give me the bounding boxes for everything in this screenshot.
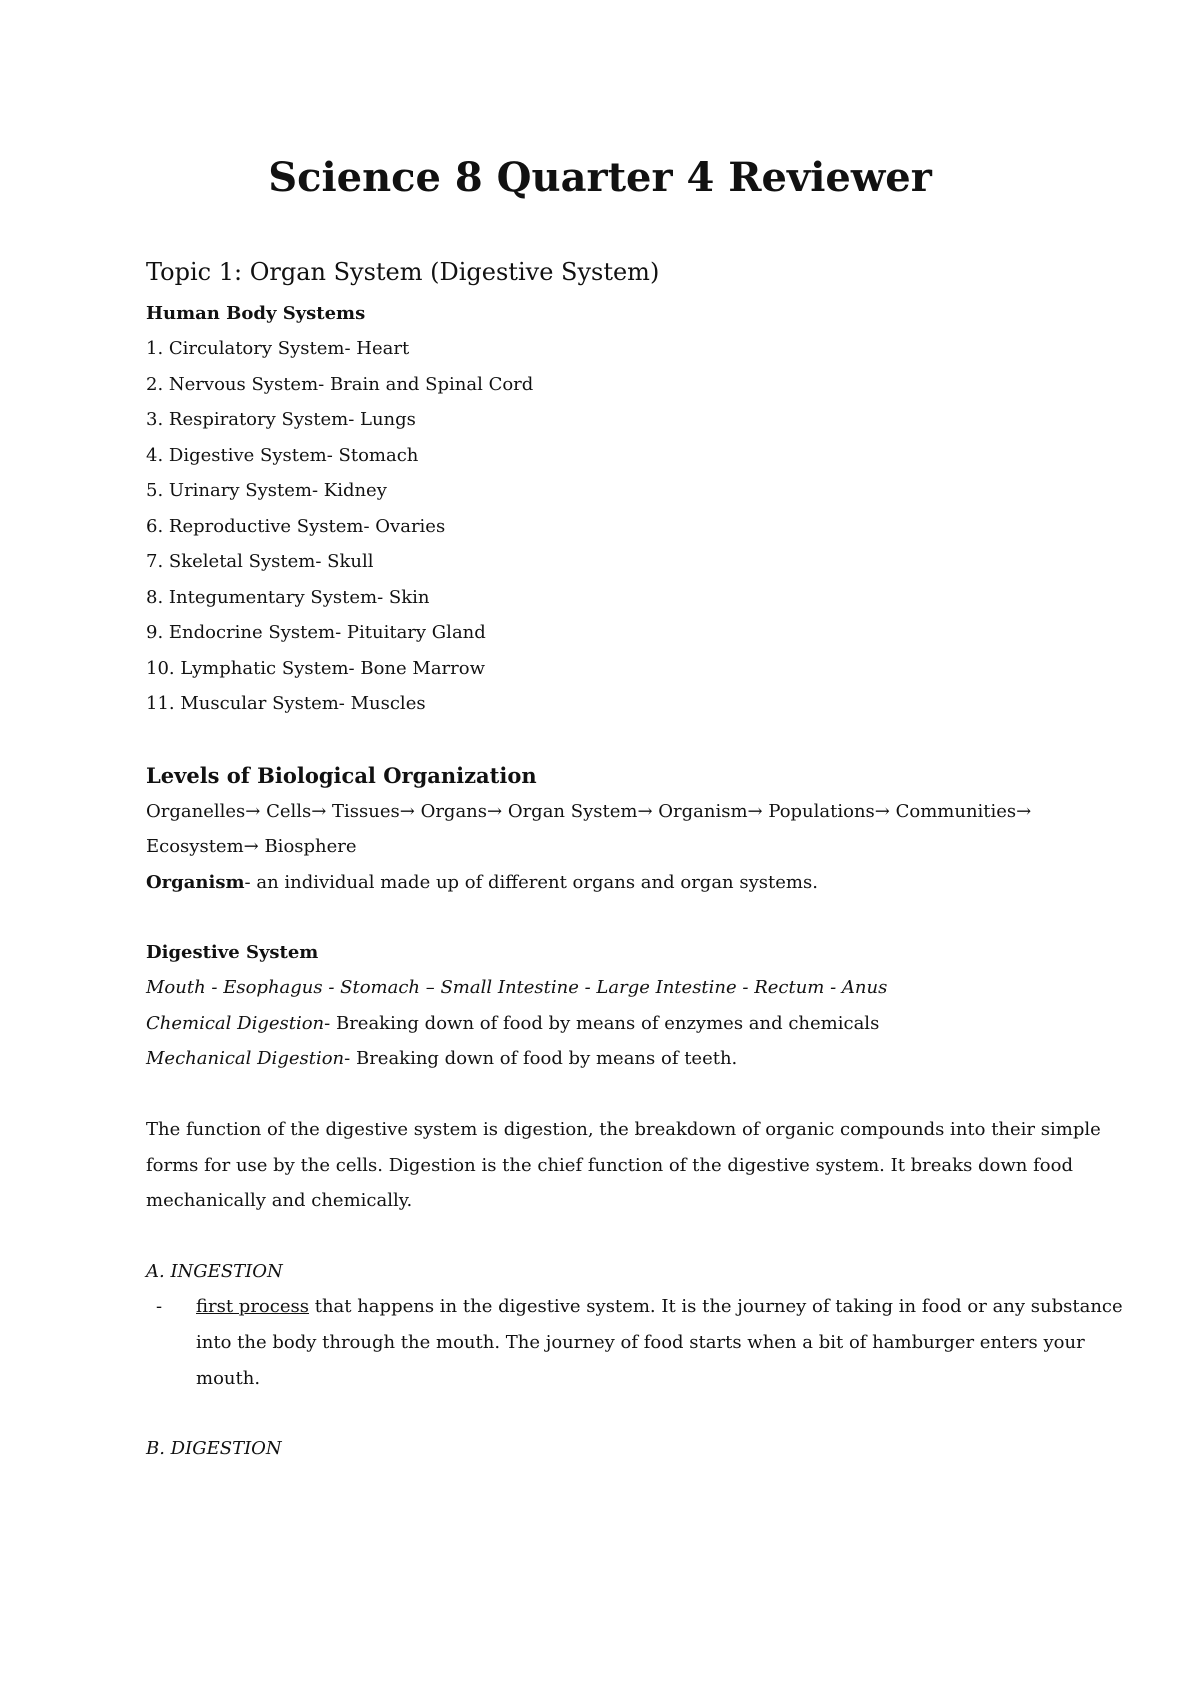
list-item: 10. Lymphatic System- Bone Marrow bbox=[146, 657, 486, 679]
mechanical-digestion-definition bbox=[146, 1041, 1136, 1077]
chemical-digestion-term: Chemical Digestion bbox=[146, 1012, 325, 1034]
human-body-systems-heading: Human Body Systems bbox=[146, 303, 366, 324]
ingestion-heading: A. INGESTION bbox=[146, 1260, 283, 1282]
ingestion-bullet bbox=[146, 1289, 1136, 1396]
list-item: 2. Nervous System- Brain and Spinal Cord bbox=[146, 373, 534, 395]
chemical-digestion-text: - Breaking down of food by means of enzymes and chemicals bbox=[324, 1012, 880, 1034]
levels-heading: Levels of Biological Organization bbox=[146, 762, 537, 788]
topic-heading: Topic 1: Organ System (Digestive System) bbox=[146, 258, 660, 286]
mechanical-digestion-term: Mechanical Digestion bbox=[146, 1048, 345, 1070]
list-item: 3. Respiratory System- Lungs bbox=[146, 409, 416, 430]
digestion-heading: B. DIGESTION bbox=[146, 1438, 282, 1460]
digestive-pathway: Mouth - Esophagus - Stomach – Small Intestine - Large Intestine - Rectum - Anus bbox=[146, 977, 888, 999]
list-item: 7. Skeletal System- Skull bbox=[146, 551, 374, 572]
organism-definition bbox=[146, 865, 1136, 901]
spacer bbox=[146, 1396, 1136, 1431]
document-title: Science 8 Quarter 4 Reviewer bbox=[268, 154, 932, 201]
document-body bbox=[146, 254, 1136, 1467]
organism-def-text: - an individual made up of different organs and organ systems. bbox=[244, 871, 818, 893]
ingestion-text bbox=[196, 1289, 1136, 1396]
spacer bbox=[146, 1219, 1136, 1254]
digestive-system-heading: Digestive System bbox=[146, 942, 319, 964]
organism-term: Organism bbox=[146, 871, 245, 893]
chemical-digestion-definition bbox=[146, 1006, 1136, 1042]
list-item: 4. Digestive System- Stomach bbox=[146, 444, 419, 466]
bullet-mark: - bbox=[156, 1296, 163, 1318]
levels-sequence: Organelles→ Cells→ Tissues→ Organs→ Organ System→ Organism→ Populations→ Communities→ Ecosystem→ Biosphere bbox=[146, 800, 1032, 858]
list-item: 11. Muscular System- Muscles bbox=[146, 693, 426, 714]
first-process-term: first process bbox=[196, 1296, 309, 1318]
spacer bbox=[146, 1077, 1136, 1112]
list-item: 1. Circulatory System- Heart bbox=[146, 338, 410, 359]
list-item: 5. Urinary System- Kidney bbox=[146, 480, 387, 501]
list-item: 6. Reproductive System- Ovaries bbox=[146, 515, 446, 537]
body-systems-list bbox=[146, 331, 1136, 722]
digestive-function-paragraph: The function of the digestive system is digestion, the breakdown of organic compounds into their simple forms for use by the cells. Digestion is the chief function of the digestive system. It breaks down food mechanically and chemically. bbox=[146, 1119, 1101, 1212]
list-item: 8. Integumentary System- Skin bbox=[146, 586, 430, 608]
spacer bbox=[146, 900, 1136, 935]
spacer bbox=[146, 722, 1136, 758]
list-item: 9. Endocrine System- Pituitary Gland bbox=[146, 622, 486, 643]
mechanical-digestion-text: - Breaking down of food by means of teeth. bbox=[344, 1048, 738, 1070]
ingestion-description: that happens in the digestive system. It is the journey of taking in food or any substance into the body through the mouth. The journey of food starts when a bit of hamburger enters your mouth. bbox=[196, 1296, 1123, 1389]
